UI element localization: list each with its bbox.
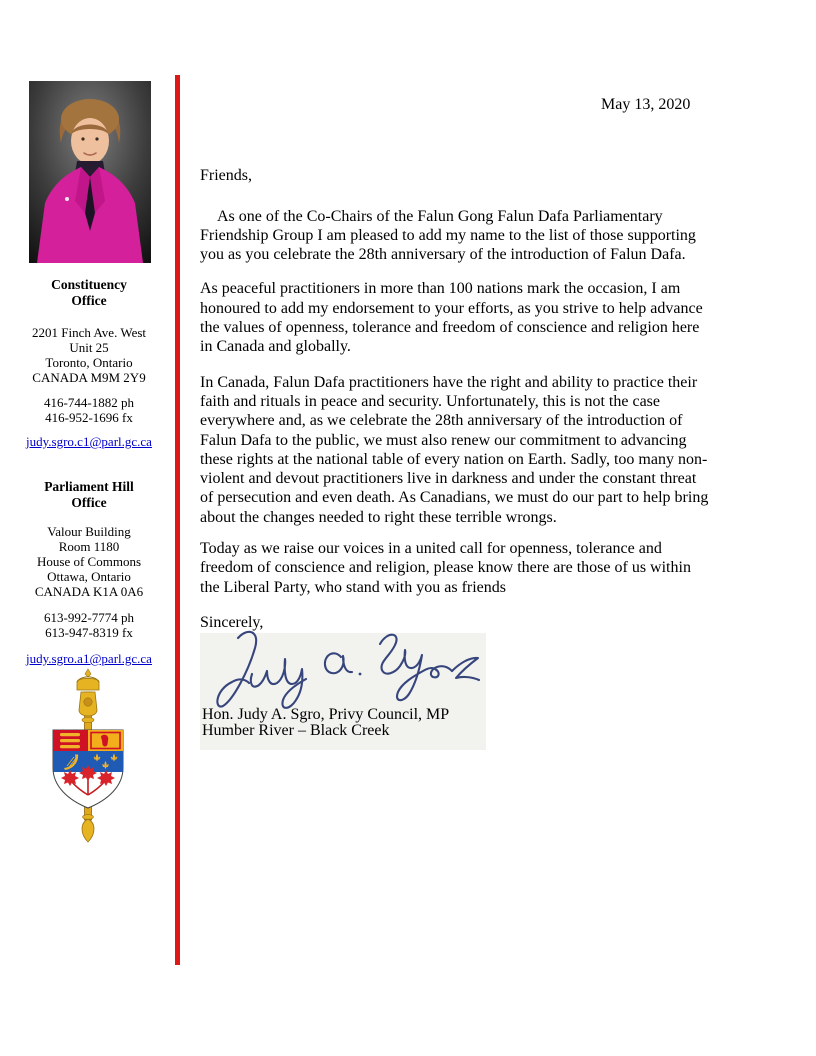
phone-line: 416-744-1882 ph (44, 395, 134, 410)
signature-block (200, 632, 710, 777)
signer-name-line: Hon. Judy A. Sgro, Privy Council, MP (202, 706, 450, 724)
address-line: CANADA K1A 0A6 (34, 584, 144, 599)
address-line: Ottawa, Ontario (47, 569, 131, 584)
constituency-email-link[interactable]: judy.sgro.c1@parl.gc.ca (26, 434, 152, 449)
paragraph: As one of the Co-Chairs of the Falun Gong Falun Dafa Parliamentary Friendship Group I am pleased to add my name to the list of those supporting you as you celebrate the 28th anniversary of the introduction of Falun Dafa. (200, 207, 696, 264)
address-line: Valour Building (47, 524, 131, 539)
mace-foot (82, 819, 94, 842)
paragraph: Today as we raise our voices in a united call for openness, tolerance and freedom of conscience and religion, please know there are those of us within the Liberal Party, who stand with you as friends (200, 540, 691, 596)
address-line: Unit 25 (69, 340, 109, 355)
address-line: Room 1180 (58, 539, 120, 554)
address-line: House of Commons (37, 554, 141, 569)
parliament-office-title (0, 479, 178, 510)
closing: Sincerely, (200, 613, 264, 631)
letter-date: May 13, 2020 (601, 96, 691, 113)
signer-riding-line: Humber River – Black Creek (202, 722, 390, 740)
parliament-phones (0, 610, 178, 640)
letter-body (200, 0, 710, 777)
constituency-office-block (0, 277, 178, 449)
office-title-line: Office (71, 494, 107, 510)
constituency-office-title (0, 277, 178, 308)
phone-line: 613-992-7774 ph (44, 610, 134, 625)
constituency-phones (0, 395, 178, 425)
mp-portrait-photo (29, 81, 151, 263)
parliament-email-link[interactable]: judy.sgro.a1@parl.gc.ca (26, 651, 152, 666)
office-title-line: Constituency (51, 277, 127, 292)
salutation: Friends, (200, 167, 252, 185)
address-line: 2201 Finch Ave. West (31, 325, 147, 340)
sidebar (0, 0, 178, 1056)
paragraph: As peaceful practitioners in more than 100 nations mark the occasion, I am honoured to add my endorsement to your efforts, as you strive to help advance the values of openness, tolerance and freedom of conscience and religion here in Canada and globally. (200, 280, 703, 356)
parliament-address (0, 524, 178, 599)
paragraph: In Canada, Falun Dafa practitioners have the right and ability to practice their faith and rituals in peace and security. Unfortunately, this is not the case everywhere and, as we celebrate the 28th anniversary of the introduction of Falun Dafa to the public, we must also renew our commitment to advancing these rights at the national table of every nation on Earth. Sadly, too many non-violent and devout practitioners live in darkness and under the constant threat of persecution and even death. As Canadians, we must do our part to help bring about the changes needed to right these terrible wrongs. (200, 373, 709, 526)
parliament-office-block (0, 479, 178, 666)
red-divider-line (175, 75, 180, 965)
office-title-line: Office (71, 292, 107, 308)
address-line: Toronto, Ontario (45, 355, 133, 370)
address-line: CANADA M9M 2Y9 (32, 370, 146, 385)
constituency-address (0, 325, 178, 385)
office-title-line: Parliament Hill (44, 479, 134, 494)
house-of-commons-crest-icon (38, 668, 138, 848)
phone-line: 416-952-1696 fx (45, 410, 133, 425)
phone-line: 613-947-8319 fx (45, 625, 133, 640)
mace-crown (77, 678, 99, 690)
